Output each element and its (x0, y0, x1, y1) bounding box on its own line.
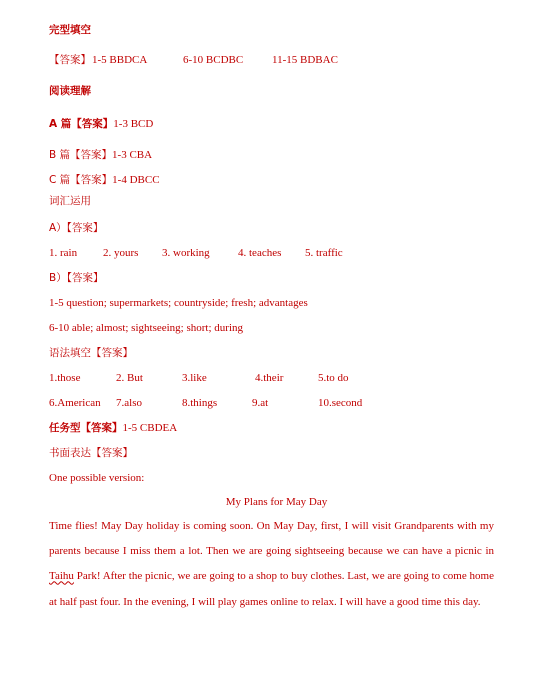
cloze-heading: 完型填空 (49, 24, 91, 36)
vocab-b-label: B）【答案】 (49, 272, 104, 284)
reading-b (49, 148, 152, 162)
vocab-b-line-1: 1-5 question; supermarkets; countryside; fresh; advantages (49, 297, 308, 309)
vocab-a-item: 1. rain (49, 247, 78, 259)
essay-taihu-underlined: Taihu (49, 570, 74, 583)
grammar-row-2 (49, 396, 449, 410)
grammar-item: 2. But (116, 372, 143, 384)
vocab-heading: 词汇运用 (49, 195, 91, 207)
essay-body (49, 514, 494, 615)
grammar-item: 5.to do (318, 372, 349, 384)
cloze-answers (49, 53, 449, 67)
grammar-heading: 语法填空【答案】 (49, 347, 133, 359)
grammar-item: 6.American (49, 397, 101, 409)
reading-c-label: C 篇【答案】 (49, 174, 113, 186)
grammar-row-1 (49, 371, 449, 385)
vocab-a-item: 4. teaches (238, 247, 282, 259)
grammar-item: 1.those (49, 372, 81, 384)
vocab-b-line-2: 6-10 able; almost; sightseeing; short; during (49, 322, 244, 334)
grammar-item: 4.their (255, 372, 284, 384)
task-answer-line (49, 421, 177, 435)
vocab-a-item: 2. yours (103, 247, 139, 259)
cloze-answer-prefix: 【答案】 (49, 54, 91, 66)
writing-intro: One possible version: (49, 472, 145, 484)
reading-b-answer: 1-3 CBA (112, 149, 153, 161)
vocab-a-item: 3. working (162, 247, 210, 259)
reading-a (49, 117, 153, 131)
reading-a-answer: 1-3 BCD (113, 118, 154, 130)
task-label: 任务型【答案】 (49, 422, 123, 434)
reading-heading: 阅读理解 (49, 85, 91, 97)
cloze-group-3: 11-15 BDBAC (272, 54, 338, 66)
grammar-item: 8.things (182, 397, 218, 409)
grammar-item: 9.at (252, 397, 269, 409)
essay-part-1: Time flies! May Day holiday is coming soon. On May Day, first, I will visit Grandparents with my parents because I miss them a lot. Then we are going sightseeing because we can have a picnic in (49, 520, 494, 558)
reading-c (49, 173, 160, 187)
vocab-a-answers (49, 246, 449, 260)
essay-part-2: Park! After the picnic, we are going to a shop to buy clothes. Last, we are going to come home at half past four. In the evening, I will play games online to relax. I will have a good time this day. (49, 570, 494, 608)
grammar-item: 7.also (116, 397, 142, 409)
cloze-group-1: 1-5 BBDCA (92, 54, 148, 66)
cloze-group-2: 6-10 BCDBC (183, 54, 244, 66)
vocab-a-item: 5. traffic (305, 247, 343, 259)
reading-c-answer: 1-4 DBCC (112, 174, 160, 186)
grammar-item: 10.second (318, 397, 363, 409)
writing-heading: 书面表达【答案】 (49, 447, 133, 459)
task-answer: 1-5 CBDEA (122, 422, 178, 434)
reading-a-label: A 篇【答案】 (49, 118, 114, 130)
vocab-a-label: A）【答案】 (49, 222, 104, 234)
grammar-item: 3.like (182, 372, 207, 384)
essay-title: My Plans for May Day (225, 496, 328, 508)
reading-b-label: B 篇【答案】 (49, 149, 113, 161)
